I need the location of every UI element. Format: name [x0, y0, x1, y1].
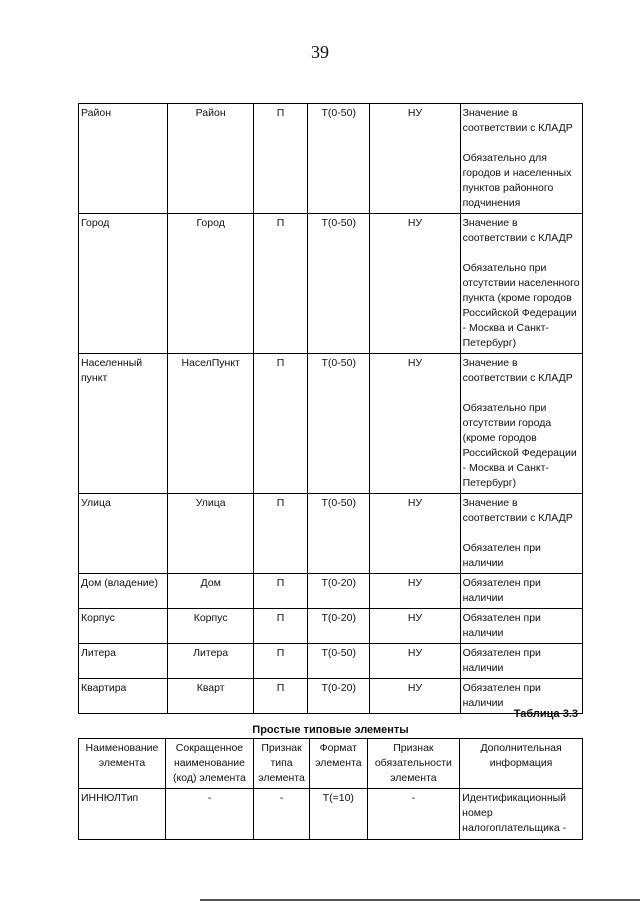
info-line: [463, 526, 580, 541]
cell-info: [460, 494, 582, 574]
info-line: Петербург): [462, 337, 517, 349]
cell-format: Т(0-20): [308, 609, 370, 644]
cell-name: Город: [79, 214, 168, 354]
info-line: [463, 386, 580, 401]
cell-required: НУ: [370, 574, 460, 609]
info-line: отсутствии города: [462, 417, 552, 429]
info-line: наличии: [462, 697, 504, 709]
cell-required: НУ: [370, 644, 460, 679]
info-line: налогоплательщика -: [462, 822, 567, 834]
cell-info: [460, 354, 582, 494]
cell-code: Район: [168, 104, 253, 214]
info-line: [463, 246, 580, 261]
cell-name: Район: [79, 104, 168, 214]
table-title: Простые типовые элементы: [252, 724, 409, 736]
info-line: наличии: [462, 557, 504, 569]
header-format: Формат элемента: [310, 739, 368, 789]
info-line: наличии: [462, 592, 504, 604]
info-line: Обязателен при: [462, 577, 541, 589]
cell-info: [460, 104, 582, 214]
cell-code: НаселПункт: [168, 354, 253, 494]
cell-type: П: [253, 104, 307, 214]
cell-info: [460, 609, 582, 644]
cell-type: П: [253, 679, 307, 714]
info-line: отсутствии населенного: [462, 277, 580, 289]
cell-type: П: [253, 644, 307, 679]
table-label: Таблица 3.3: [513, 708, 578, 720]
info-line: соответствии с КЛАДР: [462, 122, 573, 134]
table-row: [79, 104, 583, 214]
table-row: [79, 609, 583, 644]
info-line: Обязательно для: [462, 152, 547, 164]
info-line: [463, 136, 580, 151]
info-line: Обязателен при: [462, 612, 541, 624]
cell-code: -: [165, 789, 253, 840]
cell-format: Т(0-50): [308, 354, 370, 494]
info-line: Значение в: [462, 357, 518, 369]
cell-type: -: [254, 789, 310, 840]
info-line: номер: [462, 807, 493, 819]
cell-name: Населенный пункт: [79, 354, 168, 494]
cell-code: Кварт: [168, 679, 253, 714]
info-line: наличии: [462, 662, 504, 674]
cell-info: [460, 214, 582, 354]
cell-format: Т(0-50): [308, 214, 370, 354]
info-line: Российской Федерации: [462, 307, 577, 319]
cell-code: Дом: [168, 574, 253, 609]
table-row: [79, 644, 583, 679]
cell-info: [460, 644, 582, 679]
info-line: Обязательно при: [462, 402, 547, 414]
cell-required: НУ: [370, 679, 460, 714]
info-line: наличии: [462, 627, 504, 639]
cell-format: Т(0-20): [308, 679, 370, 714]
cell-required: НУ: [370, 609, 460, 644]
info-line: подчинения: [462, 197, 521, 209]
table-row: [79, 354, 583, 494]
cell-name: ИННЮЛТип: [79, 789, 166, 840]
info-line: Обязательно при: [462, 262, 547, 274]
cell-type: П: [253, 354, 307, 494]
info-line: - Москва и Санкт-: [462, 462, 549, 474]
address-elements-table: [78, 103, 583, 714]
info-line: Петербург): [462, 477, 517, 489]
cell-type: П: [253, 609, 307, 644]
table-row: [79, 494, 583, 574]
info-line: Российской Федерации: [462, 447, 577, 459]
cell-code: Корпус: [168, 609, 253, 644]
info-line: Обязателен при: [462, 682, 541, 694]
header-name: Наименование элемента: [79, 739, 166, 789]
cell-type: П: [253, 574, 307, 609]
cell-required: НУ: [370, 354, 460, 494]
cell-required: НУ: [370, 494, 460, 574]
info-line: Идентификационный: [462, 792, 567, 804]
cell-name: Корпус: [79, 609, 168, 644]
header-type: Признак типа элемента: [254, 739, 310, 789]
info-line: пунктов районного: [462, 182, 554, 194]
cell-name: Квартира: [79, 679, 168, 714]
cell-required: НУ: [370, 104, 460, 214]
info-line: Значение в: [462, 217, 518, 229]
info-line: Обязателен при: [462, 647, 541, 659]
cell-type: П: [253, 214, 307, 354]
cell-format: Т(0-50): [308, 104, 370, 214]
header-code: Сокращенное наименование (код) элемента: [165, 739, 253, 789]
page-number: 39: [311, 42, 329, 62]
cell-code: Город: [168, 214, 253, 354]
simple-types-table: [78, 738, 583, 840]
cell-format: Т(=10): [310, 789, 368, 840]
cell-name: Дом (владение): [79, 574, 168, 609]
cell-type: П: [253, 494, 307, 574]
table-row: [79, 789, 583, 840]
cell-code: Литера: [168, 644, 253, 679]
info-line: Значение в: [462, 107, 518, 119]
info-line: пункта (кроме городов: [462, 292, 572, 304]
info-line: Обязателен при: [462, 542, 541, 554]
info-line: городов и населенных: [462, 167, 572, 179]
types-header-row: [79, 739, 583, 789]
header-required: Признак обязательности элемента: [367, 739, 460, 789]
header-info: Дополнительная информация: [460, 739, 583, 789]
cell-format: Т(0-50): [308, 494, 370, 574]
cell-code: Улица: [168, 494, 253, 574]
table-row: [79, 679, 583, 714]
address-elements-body: [79, 104, 583, 714]
cell-format: Т(0-20): [308, 574, 370, 609]
info-line: соответствии с КЛАДР: [462, 372, 573, 384]
info-line: соответствии с КЛАДР: [462, 512, 573, 524]
simple-types-body: [79, 789, 583, 840]
cell-required: -: [367, 789, 460, 840]
page-edge-divider: [200, 899, 640, 901]
cell-name: Улица: [79, 494, 168, 574]
info-line: - Москва и Санкт-: [462, 322, 549, 334]
table-row: [79, 574, 583, 609]
table-row: [79, 214, 583, 354]
info-line: (кроме городов: [462, 432, 537, 444]
cell-format: Т(0-50): [308, 644, 370, 679]
cell-name: Литера: [79, 644, 168, 679]
info-line: соответствии с КЛАДР: [462, 232, 573, 244]
cell-info: [460, 789, 583, 840]
cell-info: [460, 574, 582, 609]
info-line: Значение в: [462, 497, 518, 509]
cell-required: НУ: [370, 214, 460, 354]
